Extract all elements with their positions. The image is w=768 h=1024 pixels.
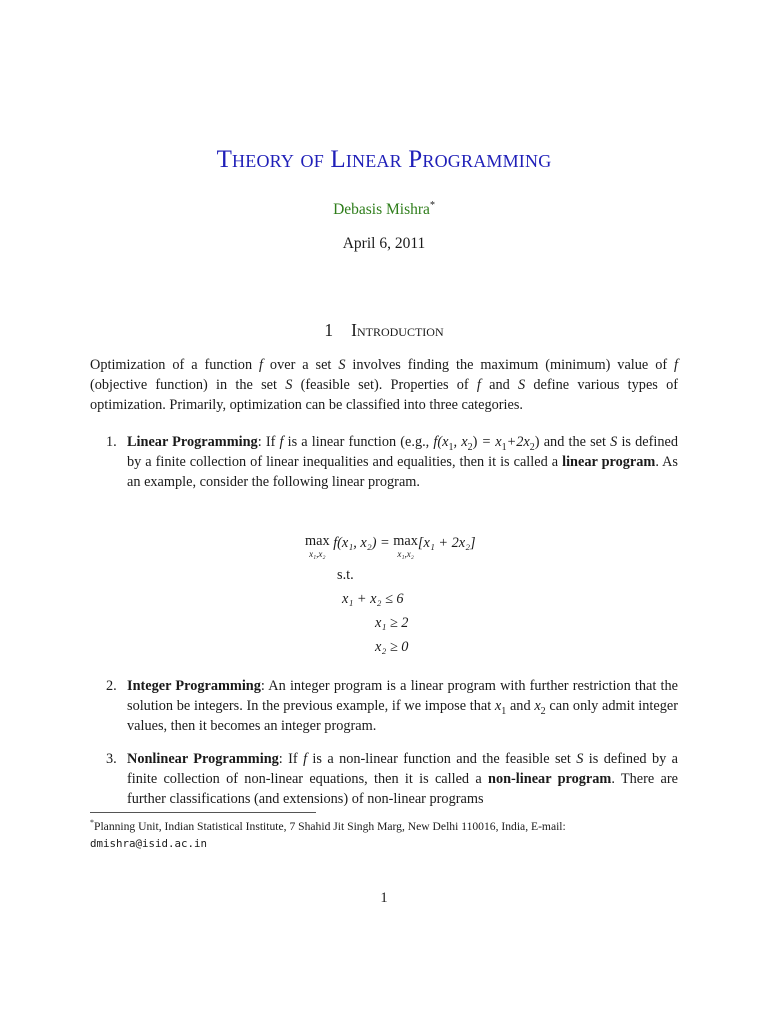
item-heading: Nonlinear Programming bbox=[127, 751, 279, 767]
math-text: +2x bbox=[506, 434, 530, 450]
math-f: f bbox=[674, 357, 679, 373]
item-text: : An integer program is a linear program with further restriction that the solution be integers. In the previous example, if we impose that bbox=[127, 678, 679, 714]
intro-text: define various types of optimization. Primarily, optimization can be classified into three categories. bbox=[90, 377, 679, 413]
objective-left: f(x₁, x₂) = bbox=[333, 535, 390, 551]
list-item-body bbox=[127, 432, 678, 492]
item-text: is defined by a finite collection of non-linear equations, then it is called a bbox=[127, 751, 678, 787]
math-sub: 2 bbox=[540, 705, 546, 717]
math-f: f bbox=[259, 357, 264, 373]
objective-right: [x₁ + 2x₂] bbox=[417, 535, 476, 551]
footnote bbox=[90, 818, 678, 852]
math-S: S bbox=[285, 377, 293, 393]
item-text: and the set bbox=[539, 434, 611, 450]
max-operator bbox=[393, 533, 418, 559]
math-S: S bbox=[610, 434, 618, 450]
math-f: f bbox=[433, 434, 438, 450]
list-item-body bbox=[127, 676, 678, 736]
list-number: 1. bbox=[106, 434, 117, 450]
max-label: max bbox=[305, 533, 330, 549]
max-subscript: x₁,x₂ bbox=[309, 549, 326, 559]
footnote-text: Planning Unit, Indian Statistical Institute, 7 Shahid Jit Singh Marg, New Delhi 110016, India, E-mail: bbox=[94, 820, 566, 833]
math-x: x bbox=[534, 698, 541, 714]
author-line bbox=[0, 200, 768, 220]
math-sub: 1 bbox=[501, 705, 507, 717]
math-sub: 2 bbox=[467, 441, 473, 453]
intro-text: Optimization of a function bbox=[90, 357, 260, 373]
intro-paragraph bbox=[90, 355, 678, 415]
lp-constraint-3: x₂ ≥ 0 bbox=[375, 639, 409, 655]
intro-text: and bbox=[480, 377, 518, 393]
author-name: Debasis Mishra bbox=[333, 201, 430, 218]
item-heading: Linear Programming bbox=[127, 434, 258, 450]
item-text: and bbox=[506, 698, 535, 714]
item-text: : If bbox=[257, 434, 280, 450]
item-text: is defined by a finite collection of linear inequalities and equalities, then it is called a bbox=[127, 434, 678, 470]
max-operator bbox=[305, 533, 330, 559]
intro-text: (objective function) in the set bbox=[90, 377, 286, 393]
bold-term: linear program bbox=[562, 454, 656, 470]
intro-text: (feasible set). Properties of bbox=[292, 377, 477, 393]
math-text: ) bbox=[472, 434, 478, 450]
footnote-mark: * bbox=[90, 818, 94, 828]
math-text: , x bbox=[453, 434, 468, 450]
item-text: . As an example, consider the following linear program. bbox=[127, 454, 678, 490]
math-f: f bbox=[476, 377, 481, 393]
math-text: ) bbox=[534, 434, 540, 450]
math-S: S bbox=[338, 357, 346, 373]
math-sub: 2 bbox=[529, 441, 535, 453]
intro-text: over a set bbox=[263, 357, 339, 373]
lp-constraint-1: x₁ + x₂ ≤ 6 bbox=[342, 591, 404, 607]
section-number: 1 bbox=[324, 320, 334, 340]
math-text: = x bbox=[477, 434, 502, 450]
lp-constraint-2: x₁ ≥ 2 bbox=[375, 615, 409, 631]
bold-term: non-linear program bbox=[488, 771, 612, 787]
list-number: 3. bbox=[106, 751, 117, 767]
footnote-email: dmishra@isid.ac.in bbox=[90, 837, 208, 850]
list-number: 2. bbox=[106, 678, 117, 694]
page-number: 1 bbox=[380, 890, 388, 906]
lp-st: s.t. bbox=[337, 567, 354, 583]
math-sub: 1 bbox=[448, 441, 454, 453]
math-sub: 1 bbox=[501, 441, 507, 453]
math-f: f bbox=[279, 434, 284, 450]
item-text: is a linear function (e.g., bbox=[283, 434, 434, 450]
paper-date: April 6, 2011 bbox=[342, 235, 426, 252]
section-title: Introduction bbox=[351, 320, 444, 340]
list-item-body bbox=[127, 749, 678, 809]
math-S: S bbox=[518, 377, 526, 393]
max-label: max bbox=[393, 533, 418, 549]
math-S: S bbox=[576, 751, 584, 767]
math-f: f bbox=[303, 751, 308, 767]
intro-text: involves finding the maximum (minimum) value of bbox=[345, 357, 675, 373]
max-subscript: x₁,x₂ bbox=[397, 549, 414, 559]
item-text: can only admit integer values, then it becomes an integer program. bbox=[127, 698, 678, 734]
item-text: . There are further classifications (and extensions) of non-linear programs bbox=[127, 771, 678, 807]
math-x: x bbox=[494, 698, 502, 714]
item-heading: Integer Programming bbox=[127, 678, 261, 694]
math-text: (x bbox=[437, 434, 449, 450]
item-text: is a non-linear function and the feasible set bbox=[307, 751, 577, 767]
author-footnote-mark: * bbox=[429, 199, 435, 211]
item-text: : If bbox=[278, 751, 304, 767]
paper-title: Theory of Linear Programming bbox=[216, 146, 552, 173]
footnote-divider bbox=[90, 812, 316, 813]
section-heading bbox=[0, 319, 768, 341]
lp-objective bbox=[305, 533, 476, 559]
